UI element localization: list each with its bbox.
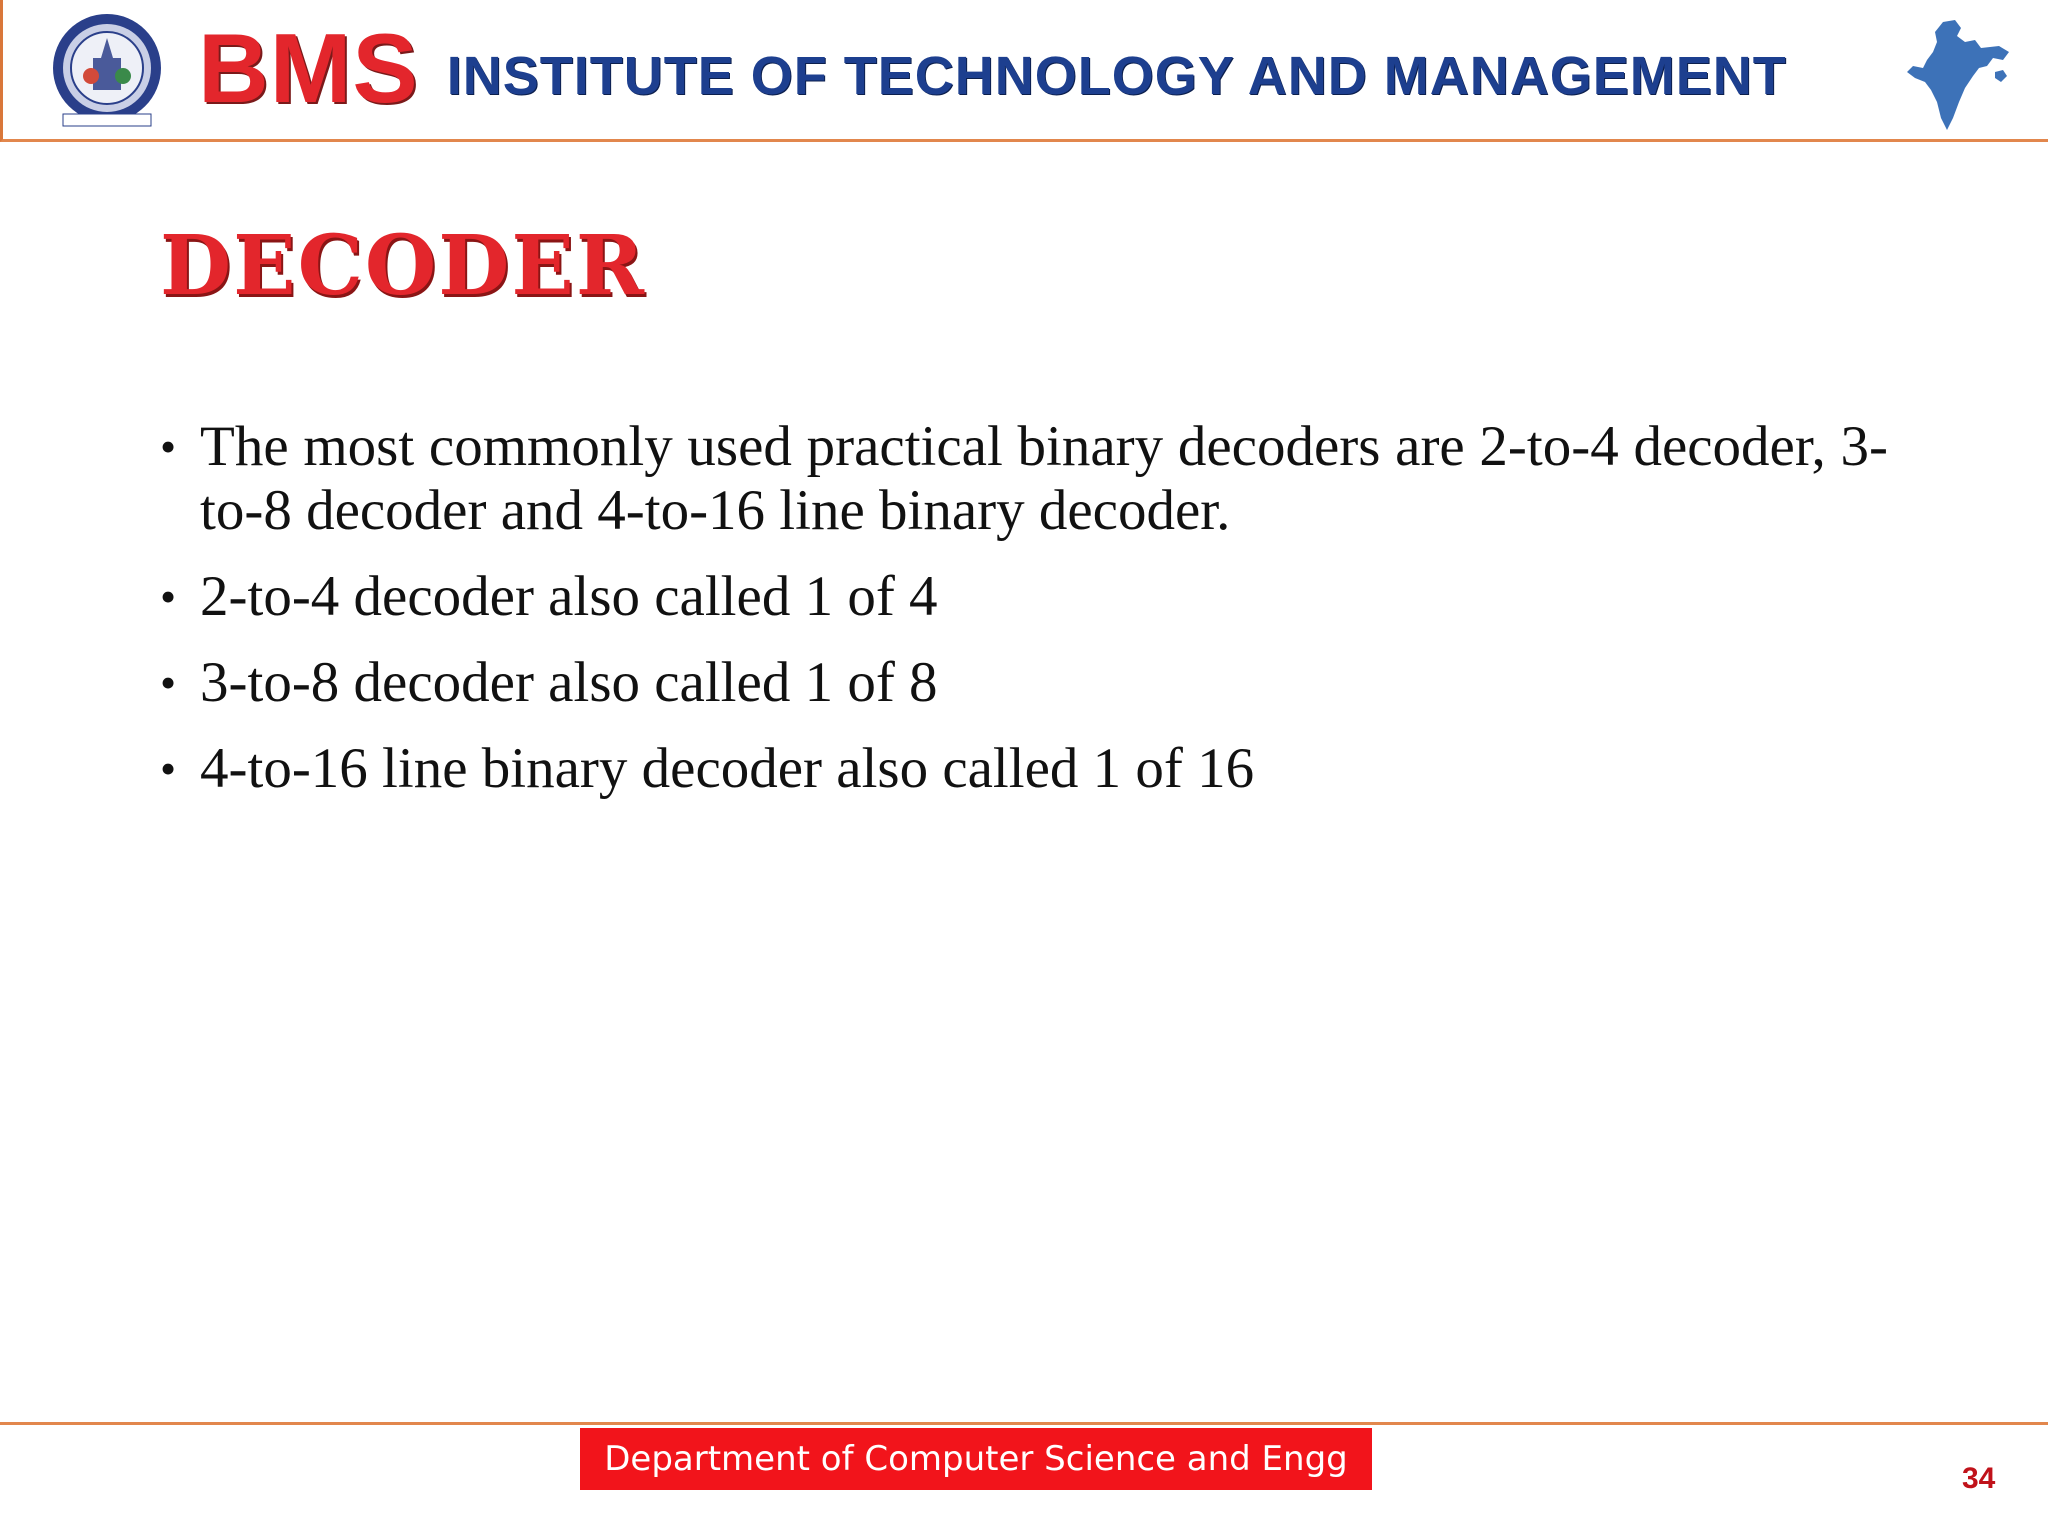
brand-bms-text: BMS bbox=[198, 13, 419, 123]
list-item bbox=[160, 415, 1888, 543]
institute-brand bbox=[198, 13, 1787, 123]
bullet-icon: • bbox=[160, 657, 177, 708]
brand-institute-name: INSTITUTE OF TECHNOLOGY AND MANAGEMENT bbox=[446, 46, 1787, 106]
slide-header bbox=[0, 0, 2048, 142]
slide-title: DECODER bbox=[160, 218, 647, 314]
list-item bbox=[160, 651, 1888, 715]
india-map-icon bbox=[1903, 18, 2013, 134]
list-item bbox=[160, 565, 1888, 629]
bullet-icon: • bbox=[160, 421, 177, 472]
college-seal-icon bbox=[43, 10, 171, 130]
department-banner: Department of Computer Science and Engg bbox=[580, 1428, 1372, 1490]
bullet-text: 2-to-4 decoder also called 1 of 4 bbox=[200, 565, 938, 628]
page-number: 34 bbox=[1962, 1462, 1996, 1495]
footer-divider bbox=[0, 1422, 2048, 1425]
bullet-list bbox=[160, 415, 1888, 823]
bullet-text: 4-to-16 line binary decoder also called 1 of 16 bbox=[200, 737, 1255, 800]
bullet-icon: • bbox=[160, 743, 177, 794]
bullet-text: 3-to-8 decoder also called 1 of 8 bbox=[200, 651, 938, 714]
list-item bbox=[160, 737, 1888, 801]
bullet-icon: • bbox=[160, 571, 177, 622]
bullet-text: The most commonly used practical binary decoders are 2-to-4 decoder, 3-to-8 decoder and 4-to-16 line binary decoder. bbox=[200, 415, 1888, 542]
